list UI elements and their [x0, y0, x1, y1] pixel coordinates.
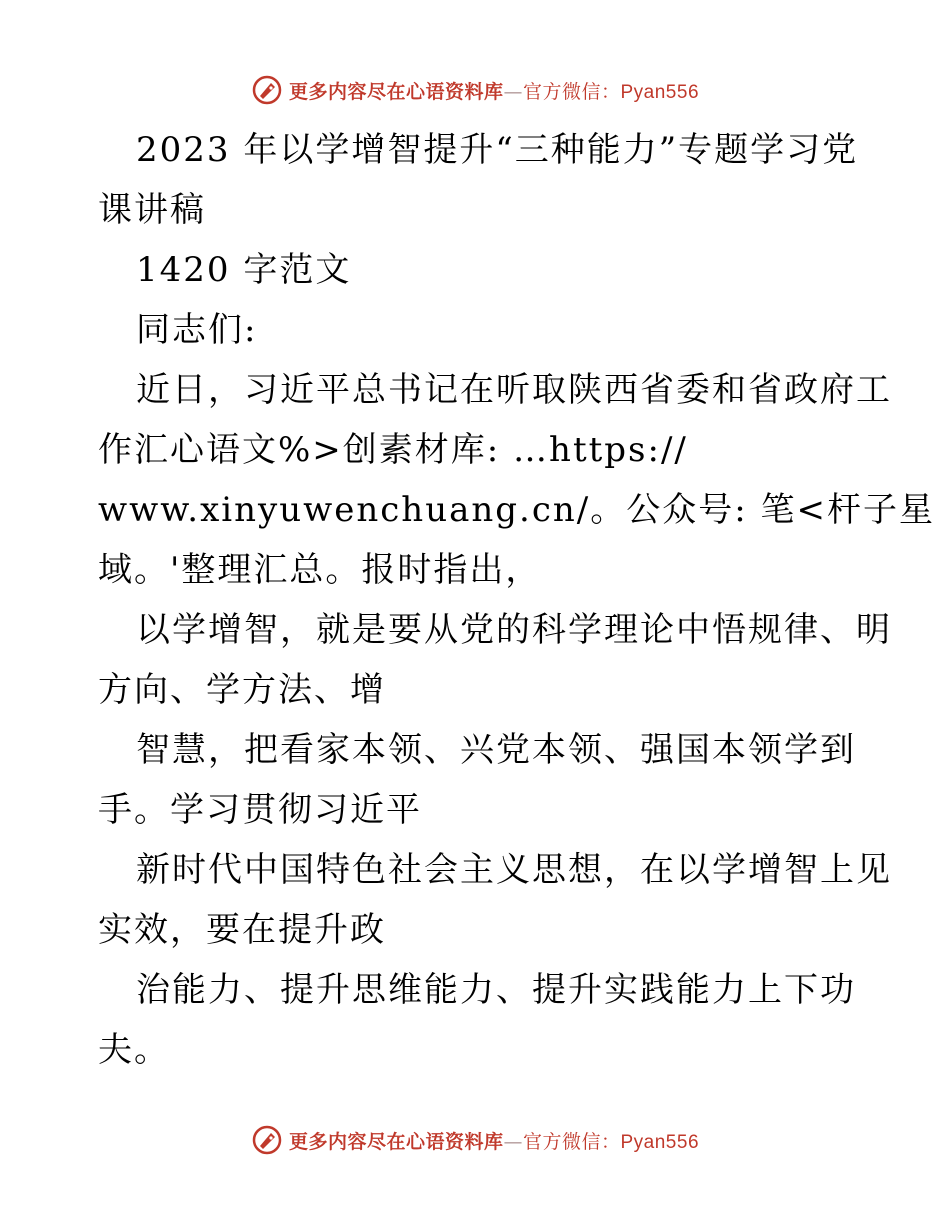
- footer-wechat-label: 官方微信：: [522, 1130, 621, 1153]
- pen-nib-logo-icon: [251, 74, 283, 106]
- header-wechat-label: 官方微信：: [522, 80, 621, 103]
- document-body: [98, 120, 935, 1080]
- doc-line-9: 以学增智，就是要从党的科学理论中悟规律、明: [136, 610, 892, 650]
- header-banner-text: [289, 77, 699, 104]
- doc-line-10: 方向、学方法、增: [98, 670, 386, 710]
- doc-line-7: www.xinyuwenchuang.cn/。公众号: 笔<杆子星: [98, 490, 935, 530]
- doc-line-12: 手。学习贯彻习近平: [98, 790, 422, 830]
- doc-line-14: 实效，要在提升政: [98, 910, 386, 950]
- doc-line-16: 夫。: [98, 1030, 170, 1070]
- doc-line-word-count: 1420 字范文: [136, 250, 352, 290]
- footer-banner: [0, 1120, 950, 1160]
- doc-line-6: 作汇心语文%>创素材库: …https://: [98, 430, 688, 470]
- footer-wechat-handle: Pyan556: [620, 1131, 700, 1153]
- pen-nib-logo-icon: [251, 1124, 283, 1156]
- footer-separator: —: [503, 1130, 523, 1153]
- doc-line-greeting: 同志们:: [136, 310, 258, 350]
- header-banner: [0, 70, 950, 110]
- doc-line-title-1: 2023 年以学增智提升“三种能力”专题学习党: [136, 130, 859, 170]
- footer-banner-text: [289, 1127, 699, 1154]
- footer-site-text: 更多内容尽在心语资料库: [288, 1130, 504, 1153]
- doc-line-13: 新时代中国特色社会主义思想，在以学增智上见: [136, 850, 892, 890]
- doc-line-5: 近日，习近平总书记在听取陕西省委和省政府工: [136, 370, 892, 410]
- header-separator: —: [503, 80, 523, 103]
- doc-line-11: 智慧，把看家本领、兴党本领、强国本领学到: [136, 730, 856, 770]
- header-wechat-handle: Pyan556: [620, 81, 700, 103]
- doc-line-8: 域。'整理汇总。报时指出，: [98, 550, 542, 590]
- header-site-text: 更多内容尽在心语资料库: [288, 80, 504, 103]
- doc-line-15: 治能力、提升思维能力、提升实践能力上下功: [136, 970, 856, 1010]
- doc-line-title-2: 课讲稿: [98, 190, 206, 230]
